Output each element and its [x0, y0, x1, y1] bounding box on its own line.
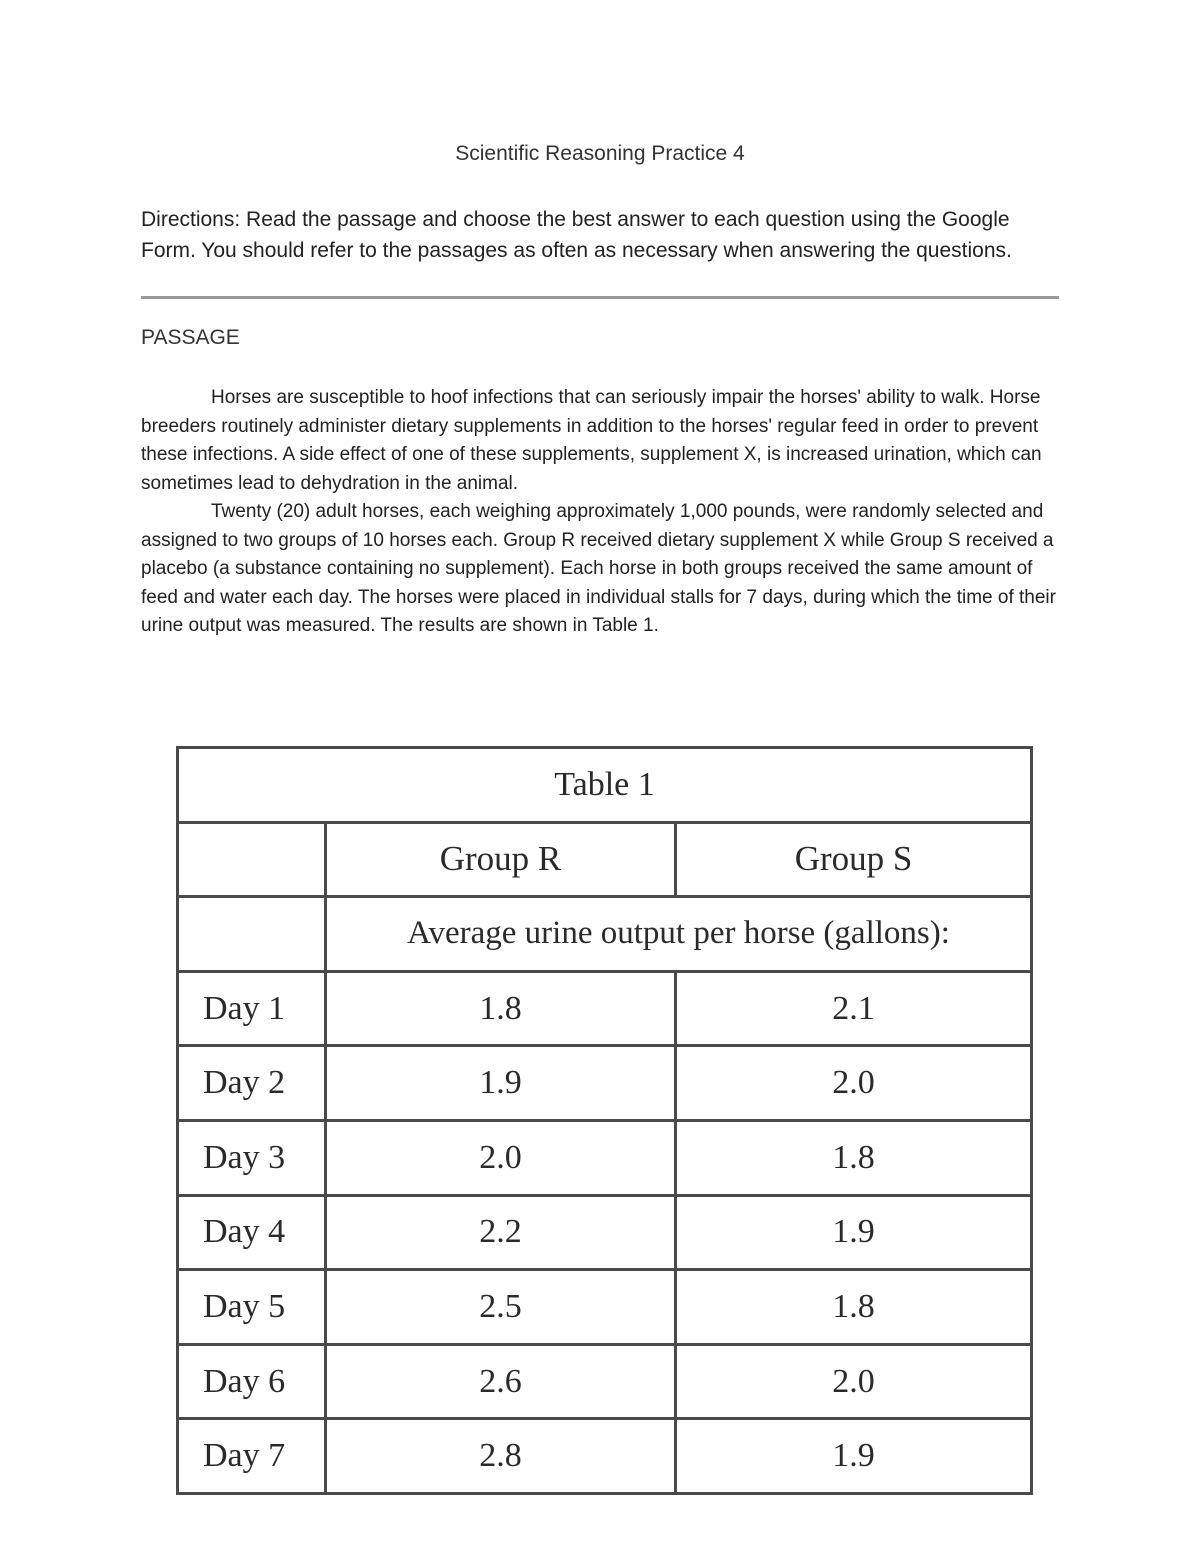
urine-output-table — [176, 746, 1033, 1495]
table-row — [178, 1419, 1032, 1494]
passage-paragraph: Horses are susceptible to hoof infections that can seriously impair the horses' ability to walk. Horse breeders routinely administer dietary supplements in addition to the horses' regular feed in order to prevent these infections. A side effect of one of these supplements, supplement X, is increased urination, which can sometimes lead to dehydration in the animal. — [141, 387, 1042, 494]
directions-text: Directions: Read the passage and choose the best answer to each question using the Google Form. You should refer to the passages as often as necessary when answering the questions. — [141, 208, 1012, 262]
table-row — [178, 1195, 1032, 1270]
day-label: Day 4 — [178, 1195, 326, 1270]
group-s-header: Group S — [676, 822, 1032, 897]
group-s-value: 2.0 — [676, 1046, 1032, 1121]
table-caption: Table 1 — [178, 748, 1032, 823]
table-row — [178, 1046, 1032, 1121]
day-label: Day 5 — [178, 1270, 326, 1345]
divider — [141, 296, 1059, 299]
day-label: Day 2 — [178, 1046, 326, 1121]
group-s-value: 2.1 — [676, 971, 1032, 1046]
group-s-value: 1.9 — [676, 1195, 1032, 1270]
group-s-value: 1.9 — [676, 1419, 1032, 1494]
measure-subheader: Average urine output per horse (gallons): — [326, 897, 1032, 972]
group-r-value: 2.2 — [326, 1195, 676, 1270]
group-s-value: 2.0 — [676, 1344, 1032, 1419]
day-label: Day 1 — [178, 971, 326, 1046]
group-r-value: 2.6 — [326, 1344, 676, 1419]
table-row — [178, 1120, 1032, 1195]
day-label: Day 3 — [178, 1120, 326, 1195]
table-row — [178, 1344, 1032, 1419]
group-r-value: 1.9 — [326, 1046, 676, 1121]
group-s-value: 1.8 — [676, 1270, 1032, 1345]
passage-body — [141, 384, 1063, 641]
day-label: Day 6 — [178, 1344, 326, 1419]
day-label: Day 7 — [178, 1419, 326, 1494]
group-s-value: 1.8 — [676, 1120, 1032, 1195]
empty-header-cell — [178, 822, 326, 897]
table-row — [178, 1270, 1032, 1345]
data-table-container — [176, 746, 1030, 1495]
passage-paragraph: Twenty (20) adult horses, each weighing approximately 1,000 pounds, were randomly selected and assigned to two groups of 10 horses each. Group R received dietary supplement X while Group S received a placebo (a substance containing no supplement). Each horse in both groups received the same amount of feed and water each day. The horses were placed in individual stalls for 7 days, during which the time of their urine output was measured. The results are shown in Table 1. — [141, 501, 1056, 636]
table-row — [178, 971, 1032, 1046]
passage-heading: PASSAGE — [141, 326, 240, 349]
page-title: Scientific Reasoning Practice 4 — [455, 142, 745, 165]
group-r-header: Group R — [326, 822, 676, 897]
empty-header-cell — [178, 897, 326, 972]
group-r-value: 2.0 — [326, 1120, 676, 1195]
group-r-value: 2.5 — [326, 1270, 676, 1345]
group-r-value: 2.8 — [326, 1419, 676, 1494]
group-r-value: 1.8 — [326, 971, 676, 1046]
